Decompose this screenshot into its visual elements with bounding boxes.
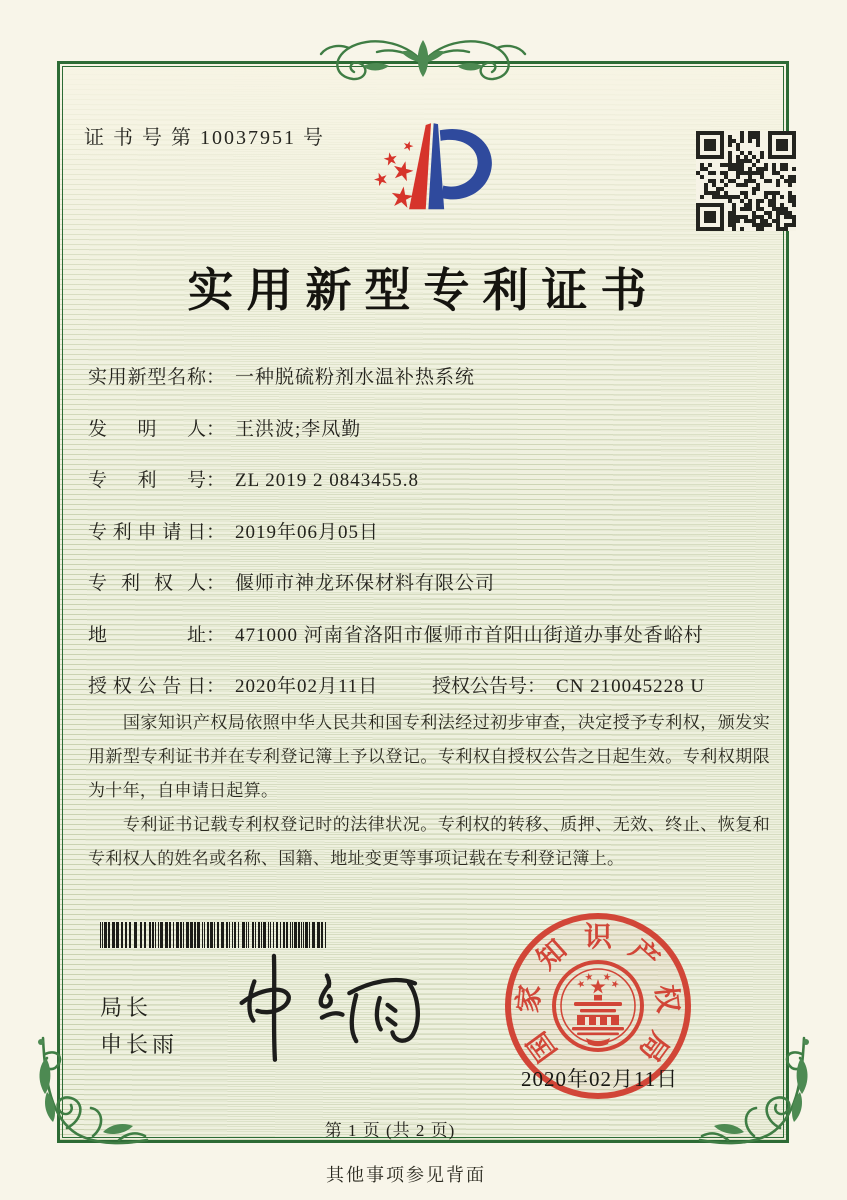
top-center-floral-ornament [303, 22, 543, 94]
grant-number: 授权公告号： CN 210045228 U [432, 676, 706, 697]
officer-name: 申长雨 [100, 1032, 179, 1057]
certificate-number: 证 书 号 第 10037951 号 [84, 127, 325, 149]
field-value: 一种脱硫粉剂水温补热系统 [235, 367, 476, 388]
seal-char: 识 [583, 922, 613, 953]
grant-number-label: 授权公告号 [432, 676, 528, 697]
certificate-title: 实用新型专利证书 [187, 265, 660, 316]
officer-title: 局长 [100, 995, 153, 1020]
legal-text-block [88, 706, 770, 876]
legal-paragraph-1: 国家知识产权局依照中华人民共和国专利法经过初步审查，决定授予专利权，颁发实用新型专利证书并在专利登记簿上予以登记。专利权自授权公告之日起生效。专利权期限为十年，自申请日起算。 [88, 713, 770, 800]
field-label: 发明人： [88, 419, 226, 440]
seal-char: 局 [632, 1025, 675, 1067]
field-label: 专利权人： [88, 573, 226, 594]
field-row-grant [88, 671, 778, 701]
seal-char: 家 [512, 983, 547, 1015]
page-number: 第 1 页 (共 2 页) [324, 1121, 456, 1140]
field-row-inventors [88, 414, 778, 444]
field-label: 专利申请日： [88, 522, 226, 543]
shen-changyu-signature-icon [225, 936, 460, 1064]
bottom-left-floral-ornament [33, 1032, 151, 1150]
field-label: 地址： [88, 625, 226, 646]
qr-code [696, 131, 796, 231]
seal-char: 产 [623, 934, 665, 976]
field-row-patent-name [88, 362, 778, 392]
field-value: ZL 2019 2 0843455.8 [235, 470, 420, 491]
legal-paragraph-2: 专利证书记载专利权登记时的法律状况。专利权的转移、质押、无效、终止、恢复和专利权人的姓名或名称、国籍、地址变更等事项记载在专利登记簿上。 [88, 815, 770, 868]
field-label: 专利号： [88, 470, 226, 491]
cnipa-patent-logo-icon [352, 111, 510, 225]
field-row-patentee [88, 568, 778, 598]
field-value: 471000 河南省洛阳市偃师市首阳山街道办事处香峪村 [235, 625, 704, 646]
field-row-patent-number [88, 465, 778, 495]
field-value: 2019年06月05日 [235, 522, 380, 543]
field-value: 王洪波;李凤勤 [235, 419, 362, 440]
seal-char: 知 [531, 934, 573, 976]
field-row-address [88, 620, 778, 650]
back-side-note: 其他事项参见背面 [326, 1165, 486, 1185]
bottom-right-floral-ornament [696, 1032, 814, 1150]
seal-date: 2020年02月11日 [521, 1067, 679, 1091]
grant-date-label: 授权公告日： [88, 676, 226, 697]
field-row-filing-date [88, 517, 778, 547]
field-label: 实用新型名称： [88, 367, 226, 388]
seal-char: 国 [521, 1025, 564, 1067]
grant-date-value: 2020年02月11日 [235, 676, 379, 697]
seal-char: 权 [649, 983, 684, 1015]
grant-number-value: CN 210045228 U [556, 676, 706, 697]
field-value: 偃师市神龙环保材料有限公司 [235, 573, 496, 594]
